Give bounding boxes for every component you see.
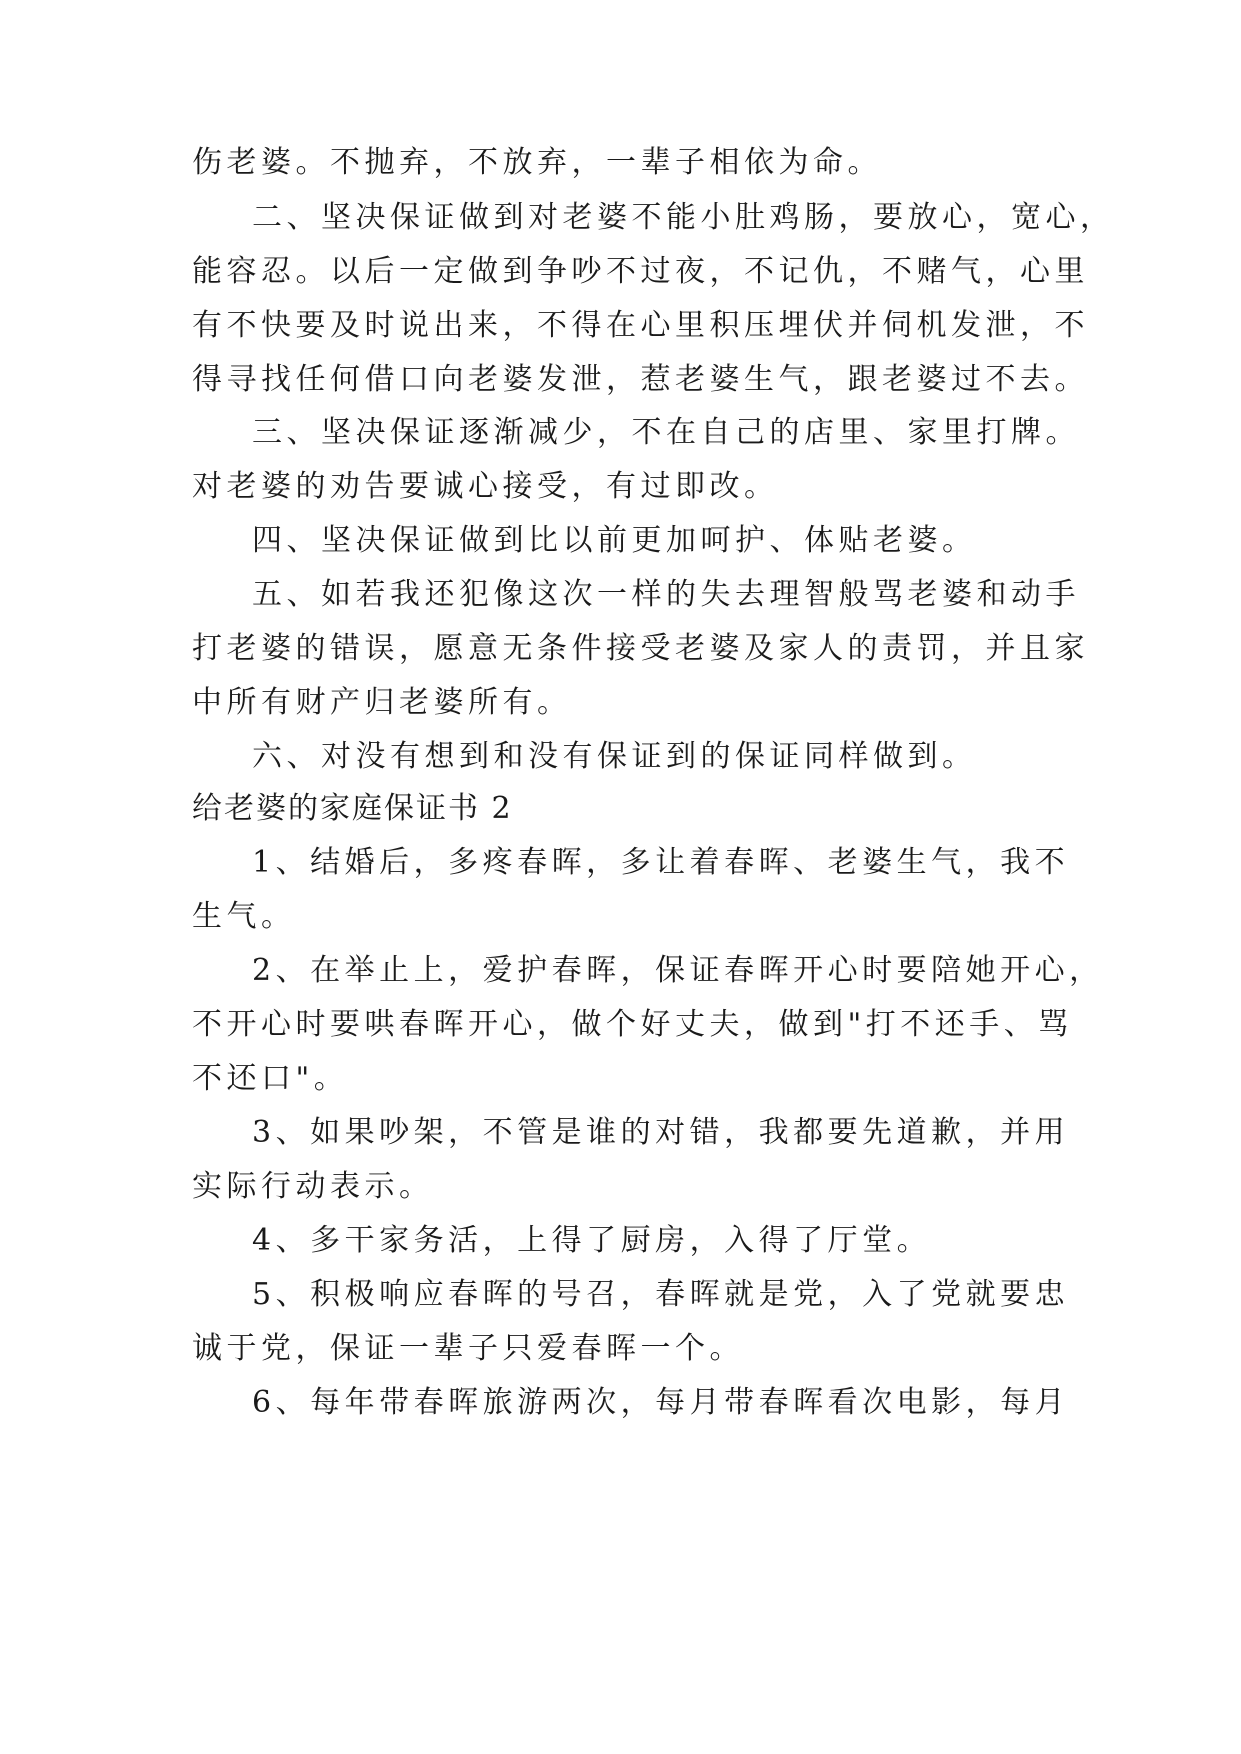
- paragraph-line: 生气。: [192, 899, 296, 934]
- paragraph-line: 诚于党，保证一辈子只爱春晖一个。: [192, 1331, 744, 1366]
- paragraph-line: 实际行动表示。: [192, 1169, 434, 1204]
- paragraph-line: 四、坚决保证做到比以前更加呵护、体贴老婆。: [252, 523, 977, 558]
- paragraph-line: 打老婆的错误，愿意无条件接受老婆及家人的责罚，并且家: [192, 631, 1089, 666]
- paragraph-line: 2、在举止上，爱护春晖，保证春晖开心时要陪她开心，: [252, 953, 1104, 988]
- paragraph-line: 能容忍。以后一定做到争吵不过夜，不记仇，不赌气，心里: [192, 254, 1089, 289]
- paragraph-line: 有不快要及时说出来，不得在心里积压埋伏并伺机发泄，不: [192, 308, 1089, 343]
- paragraph-line: 六、对没有想到和没有保证到的保证同样做到。: [252, 739, 977, 774]
- paragraph-line: 1、结婚后，多疼春晖，多让着春晖、老婆生气，我不: [252, 845, 1070, 880]
- paragraph-line: 对老婆的劝告要诚心接受，有过即改。: [192, 469, 779, 504]
- paragraph-line: 4、多干家务活，上得了厨房，入得了厅堂。: [252, 1223, 932, 1258]
- paragraph-line: 五、如若我还犯像这次一样的失去理智般骂老婆和动手: [252, 577, 1080, 612]
- paragraph-line: 二、坚决保证做到对老婆不能小肚鸡肠，要放心，宽心，: [252, 200, 1115, 235]
- paragraph-line: 不还口"。: [192, 1061, 349, 1096]
- section-title: 给老婆的家庭保证书 2: [192, 791, 513, 826]
- paragraph-line: 得寻找任何借口向老婆发泄，惹老婆生气，跟老婆过不去。: [192, 362, 1089, 397]
- paragraph-line: 不开心时要哄春晖开心，做个好丈夫，做到"打不还手、骂: [192, 1007, 1073, 1042]
- paragraph-line: 5、积极响应春晖的号召，春晖就是党，入了党就要忠: [252, 1277, 1070, 1312]
- paragraph-line: 三、坚决保证逐渐减少，不在自己的店里、家里打牌。: [252, 415, 1080, 450]
- paragraph-line: 中所有财产归老婆所有。: [192, 685, 572, 720]
- paragraph-line: 6、每年带春晖旅游两次，每月带春晖看次电影，每月: [252, 1385, 1070, 1420]
- paragraph-line: 3、如果吵架，不管是谁的对错，我都要先道歉，并用: [252, 1115, 1070, 1150]
- paragraph-line: 伤老婆。不抛弃，不放弃，一辈子相依为命。: [192, 145, 882, 180]
